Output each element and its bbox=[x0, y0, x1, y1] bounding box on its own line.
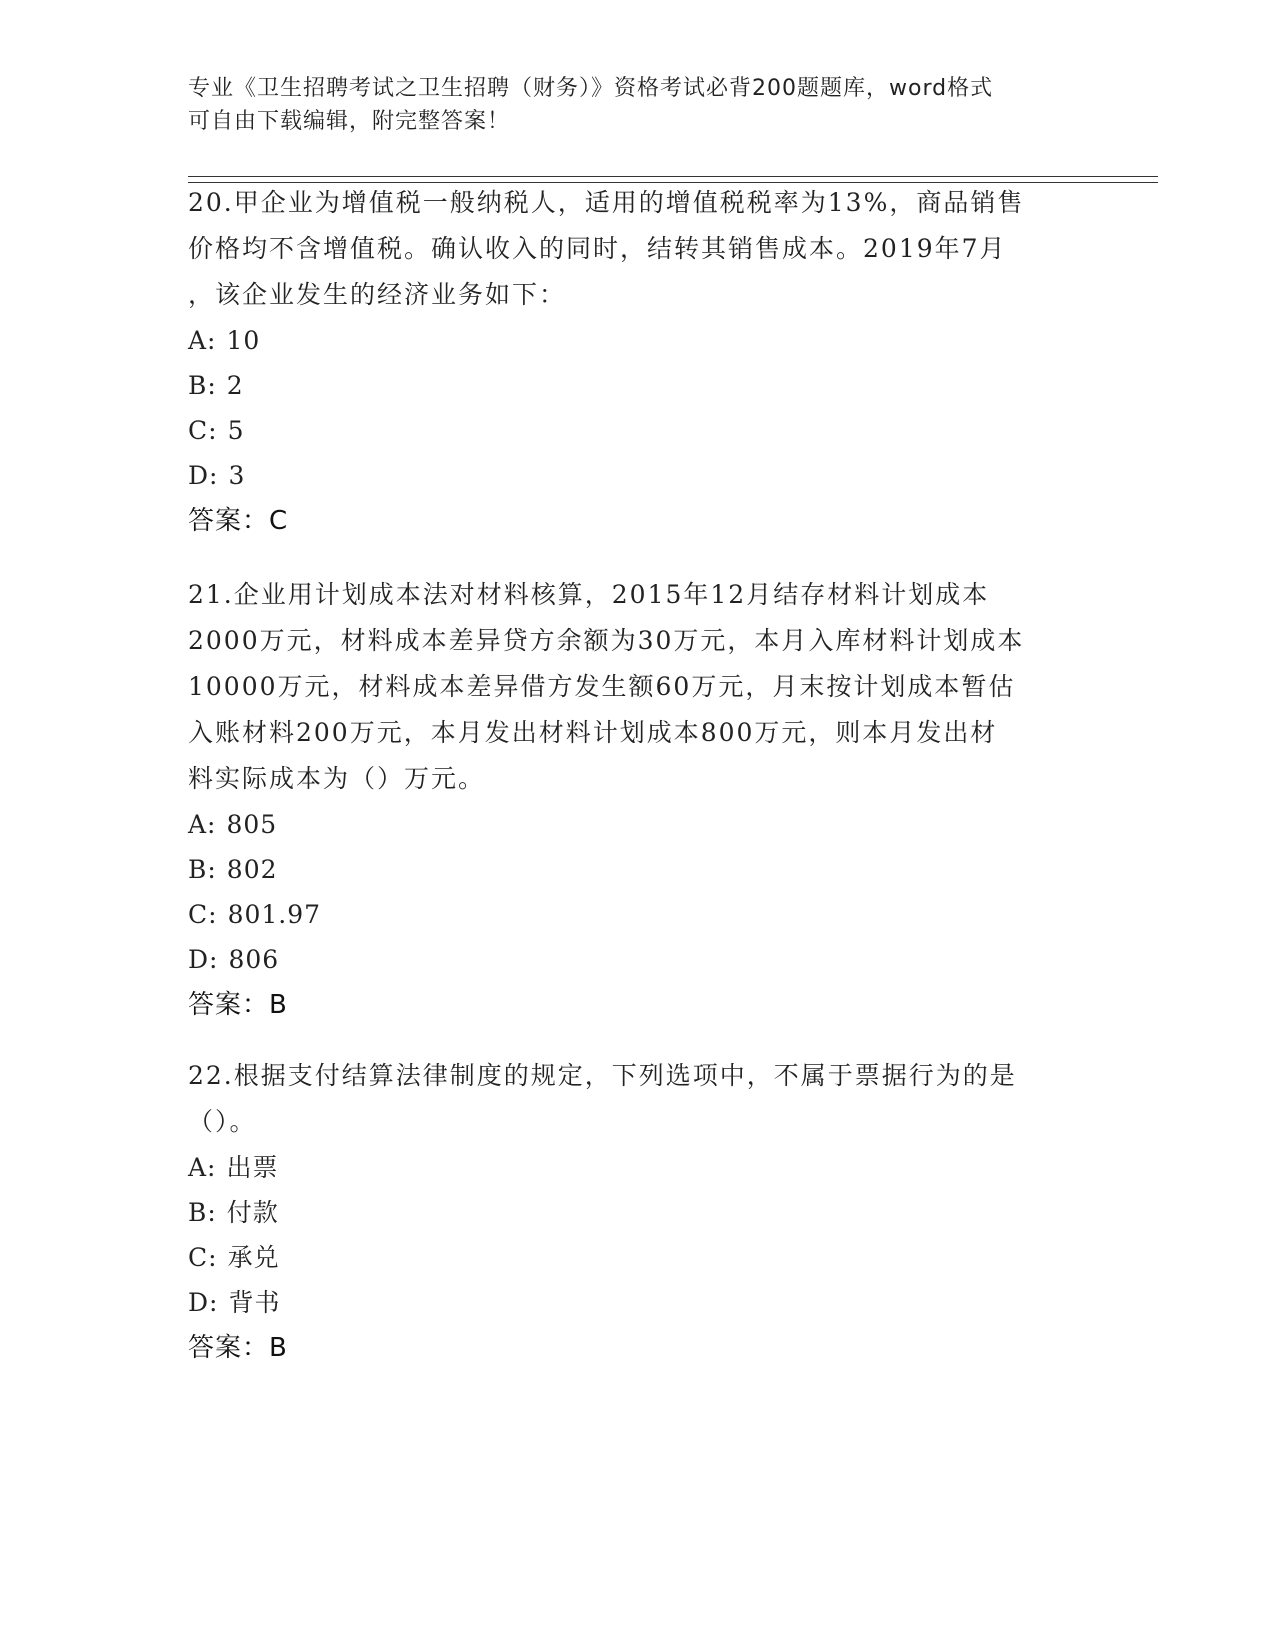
question-text: 价格均不含增值税。确认收入的同时，结转其销售成本。2019年7月 bbox=[188, 234, 1007, 263]
option-value: 付款 bbox=[226, 1198, 279, 1227]
option-c bbox=[188, 408, 1088, 453]
option-key: D: bbox=[188, 945, 219, 974]
option-value: 801.97 bbox=[227, 900, 322, 929]
question-text: 10000万元，材料成本差异借方发生额60万元，月末按计划成本暂估 bbox=[188, 672, 1016, 701]
question-text: 22.根据支付结算法律制度的规定，下列选项中，不属于票据行为的是 bbox=[188, 1061, 1017, 1090]
option-a bbox=[188, 318, 1088, 363]
option-b bbox=[188, 1190, 1088, 1235]
option-value: 承兑 bbox=[227, 1243, 280, 1272]
question-text: 料实际成本为（）万元。 bbox=[188, 764, 486, 793]
option-c bbox=[188, 1235, 1088, 1280]
option-key: C: bbox=[188, 1243, 218, 1272]
option-b bbox=[188, 847, 1088, 892]
option-value: 2 bbox=[226, 371, 244, 400]
question-text: 21.企业用计划成本法对材料核算，2015年12月结存材料计划成本 bbox=[188, 580, 990, 609]
option-value: 出票 bbox=[226, 1153, 279, 1182]
option-value: 10 bbox=[226, 326, 261, 355]
answer-line: 答案：C bbox=[188, 506, 289, 536]
option-key: C: bbox=[188, 416, 218, 445]
option-c bbox=[188, 892, 1088, 937]
option-key: C: bbox=[188, 900, 218, 929]
option-key: D: bbox=[188, 461, 219, 490]
option-value: 背书 bbox=[228, 1288, 281, 1317]
header-line: 可自由下载编辑，附完整答案！ bbox=[188, 109, 511, 134]
option-d bbox=[188, 453, 1088, 498]
option-value: 806 bbox=[228, 945, 280, 974]
question-text: ，该企业发生的经济业务如下： bbox=[188, 280, 567, 309]
header-line: 专业《卫生招聘考试之卫生招聘（财务）》资格考试必背200题题库，word格式 bbox=[188, 76, 994, 101]
option-key: D: bbox=[188, 1288, 219, 1317]
question-text: 2000万元，材料成本差异贷方余额为30万元，本月入库材料计划成本 bbox=[188, 626, 1025, 655]
option-b bbox=[188, 363, 1088, 408]
question-text: 20.甲企业为增值税一般纳税人，适用的增值税税率为13%，商品销售 bbox=[188, 188, 1025, 217]
option-key: B: bbox=[188, 371, 217, 400]
question-text: 入账材料200万元，本月发出材料计划成本800万元，则本月发出材 bbox=[188, 718, 998, 747]
question-20 bbox=[188, 180, 1088, 544]
option-value: 805 bbox=[226, 810, 278, 839]
option-d bbox=[188, 1280, 1088, 1325]
option-value: 3 bbox=[228, 461, 246, 490]
question-text: （）。 bbox=[188, 1107, 257, 1136]
option-key: B: bbox=[188, 1198, 217, 1227]
option-value: 802 bbox=[226, 855, 278, 884]
document-header bbox=[188, 72, 1088, 138]
answer-line: 答案：B bbox=[188, 1333, 288, 1363]
question-21 bbox=[188, 572, 1088, 1028]
option-a bbox=[188, 802, 1088, 847]
option-key: A: bbox=[188, 810, 217, 839]
option-key: A: bbox=[188, 326, 217, 355]
question-22 bbox=[188, 1053, 1088, 1371]
option-a bbox=[188, 1145, 1088, 1190]
option-value: 5 bbox=[227, 416, 245, 445]
answer-line: 答案：B bbox=[188, 990, 288, 1020]
option-d bbox=[188, 937, 1088, 982]
option-key: B: bbox=[188, 855, 217, 884]
option-key: A: bbox=[188, 1153, 217, 1182]
